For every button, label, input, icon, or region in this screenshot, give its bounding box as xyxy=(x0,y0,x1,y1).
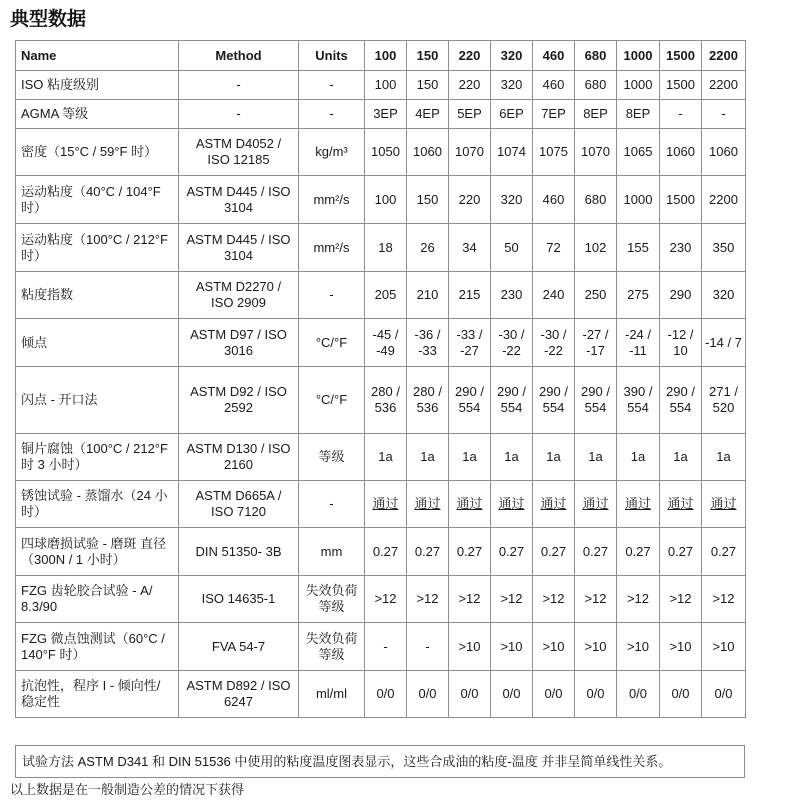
cell-property-name: 运动粘度（40°C / 104°F 时） xyxy=(16,176,179,224)
cell-property-name: AGMA 等级 xyxy=(16,100,179,129)
cell-value: -30 / -22 xyxy=(533,319,575,367)
table-header-row xyxy=(16,41,746,71)
cell-test-method: - xyxy=(179,100,299,129)
cell-value: 1a xyxy=(365,434,407,481)
cell-value: - xyxy=(407,623,449,671)
cell-units: 失效负荷等级 xyxy=(299,623,365,671)
cell-value: 1065 xyxy=(617,129,660,176)
cell-units: °C/°F xyxy=(299,367,365,434)
cell-property-name: 粘度指数 xyxy=(16,272,179,319)
cell-value: 1060 xyxy=(407,129,449,176)
cell-value: 1a xyxy=(533,434,575,481)
cell-value: 0.27 xyxy=(407,528,449,576)
cell-value: >10 xyxy=(491,623,533,671)
cell-value: >12 xyxy=(491,576,533,623)
cell-value: 1500 xyxy=(660,176,702,224)
cell-value: 26 xyxy=(407,224,449,272)
note-box xyxy=(15,745,745,778)
cell-property-name: FZG 齿轮胶合试验 - A/ 8.3/90 xyxy=(16,576,179,623)
cell-value: 1050 xyxy=(365,129,407,176)
header-grade: 150 xyxy=(407,41,449,71)
cell-value: 390 / 554 xyxy=(617,367,660,434)
cell-value: 0/0 xyxy=(702,671,746,718)
cell-value: -24 / -11 xyxy=(617,319,660,367)
cell-value: 0.27 xyxy=(365,528,407,576)
table-row xyxy=(16,224,746,272)
table-header xyxy=(16,41,746,71)
table-row xyxy=(16,434,746,481)
cell-value: 1060 xyxy=(702,129,746,176)
header-grade: 320 xyxy=(491,41,533,71)
cell-value: 102 xyxy=(575,224,617,272)
cell-value: >12 xyxy=(575,576,617,623)
cell-value: -36 / -33 xyxy=(407,319,449,367)
cell-value: -12 / 10 xyxy=(660,319,702,367)
cell-value: 220 xyxy=(449,176,491,224)
cell-value: 100 xyxy=(365,71,407,100)
cell-value: 215 xyxy=(449,272,491,319)
cell-value: 8EP xyxy=(617,100,660,129)
cell-value: 通过 xyxy=(533,481,575,528)
cell-property-name: 四球磨损试验 - 磨斑 直径（300N / 1 小时） xyxy=(16,528,179,576)
cell-value: 320 xyxy=(491,71,533,100)
cell-value: 210 xyxy=(407,272,449,319)
cell-value: 100 xyxy=(365,176,407,224)
cell-value: 290 / 554 xyxy=(660,367,702,434)
cell-test-method: ASTM D892 / ISO 6247 xyxy=(179,671,299,718)
cell-value: 50 xyxy=(491,224,533,272)
cell-units: - xyxy=(299,272,365,319)
cell-value: 2200 xyxy=(702,71,746,100)
cell-value: 280 / 536 xyxy=(407,367,449,434)
cell-value: 280 / 536 xyxy=(365,367,407,434)
cell-value: >12 xyxy=(617,576,660,623)
cell-value: 1000 xyxy=(617,176,660,224)
cell-units: 失效负荷等级 xyxy=(299,576,365,623)
cell-value: 1070 xyxy=(575,129,617,176)
table-row xyxy=(16,319,746,367)
cell-value: 3EP xyxy=(365,100,407,129)
header-grade: 680 xyxy=(575,41,617,71)
cell-value: >10 xyxy=(702,623,746,671)
cell-value: 250 xyxy=(575,272,617,319)
cell-value: 0.27 xyxy=(449,528,491,576)
header-grade: 100 xyxy=(365,41,407,71)
cell-value: 0/0 xyxy=(533,671,575,718)
cell-property-name: 锈蚀试验 - 蒸馏水（24 小时） xyxy=(16,481,179,528)
cell-value: 34 xyxy=(449,224,491,272)
cell-units: °C/°F xyxy=(299,319,365,367)
cell-value: 220 xyxy=(449,71,491,100)
cell-value: 460 xyxy=(533,71,575,100)
typical-data-table xyxy=(15,40,746,718)
table-row xyxy=(16,528,746,576)
cell-value: 0.27 xyxy=(702,528,746,576)
cell-value: - xyxy=(365,623,407,671)
table-row xyxy=(16,481,746,528)
cell-value: -45 / -49 xyxy=(365,319,407,367)
cell-value: 通过 xyxy=(449,481,491,528)
cell-value: 7EP xyxy=(533,100,575,129)
table-row xyxy=(16,367,746,434)
cell-value: 0/0 xyxy=(449,671,491,718)
cell-value: 205 xyxy=(365,272,407,319)
table-row xyxy=(16,576,746,623)
footer-note: 以上数据是在一般制造公差的情况下获得 xyxy=(10,782,245,797)
cell-value: 290 / 554 xyxy=(533,367,575,434)
cell-value: 1000 xyxy=(617,71,660,100)
cell-property-name: 倾点 xyxy=(16,319,179,367)
table-row xyxy=(16,176,746,224)
cell-value: - xyxy=(702,100,746,129)
cell-value: 0.27 xyxy=(575,528,617,576)
header-grade: 1000 xyxy=(617,41,660,71)
cell-test-method: FVA 54-7 xyxy=(179,623,299,671)
cell-value: 275 xyxy=(617,272,660,319)
cell-value: 0/0 xyxy=(660,671,702,718)
cell-value: 320 xyxy=(491,176,533,224)
cell-value: >10 xyxy=(533,623,575,671)
header-grade: 460 xyxy=(533,41,575,71)
cell-value: 155 xyxy=(617,224,660,272)
cell-value: 680 xyxy=(575,71,617,100)
cell-test-method: ASTM D130 / ISO 2160 xyxy=(179,434,299,481)
cell-value: >10 xyxy=(449,623,491,671)
cell-value: 通过 xyxy=(702,481,746,528)
header-method: Method xyxy=(179,41,299,71)
cell-units: 等级 xyxy=(299,434,365,481)
cell-value: 290 / 554 xyxy=(575,367,617,434)
cell-value: 1070 xyxy=(449,129,491,176)
cell-property-name: 运动粘度（100°C / 212°F 时） xyxy=(16,224,179,272)
cell-value: 0.27 xyxy=(533,528,575,576)
cell-value: 320 xyxy=(702,272,746,319)
cell-value: -27 / -17 xyxy=(575,319,617,367)
cell-value: 0/0 xyxy=(575,671,617,718)
cell-units: - xyxy=(299,100,365,129)
cell-value: 4EP xyxy=(407,100,449,129)
cell-value: >10 xyxy=(617,623,660,671)
cell-units: mm xyxy=(299,528,365,576)
cell-value: -33 / -27 xyxy=(449,319,491,367)
cell-test-method: ASTM D92 / ISO 2592 xyxy=(179,367,299,434)
cell-value: 5EP xyxy=(449,100,491,129)
cell-value: 290 / 554 xyxy=(449,367,491,434)
cell-value: 1074 xyxy=(491,129,533,176)
header-grade: 2200 xyxy=(702,41,746,71)
cell-value: 230 xyxy=(491,272,533,319)
table-row xyxy=(16,100,746,129)
cell-units: - xyxy=(299,71,365,100)
cell-value: 1a xyxy=(491,434,533,481)
header-grade: 220 xyxy=(449,41,491,71)
cell-value: 18 xyxy=(365,224,407,272)
table-row xyxy=(16,129,746,176)
cell-value: >12 xyxy=(365,576,407,623)
cell-value: 通过 xyxy=(660,481,702,528)
cell-test-method: ASTM D665A / ISO 7120 xyxy=(179,481,299,528)
cell-value: 1075 xyxy=(533,129,575,176)
header-name: Name xyxy=(16,41,179,71)
cell-property-name: 密度（15°C / 59°F 时） xyxy=(16,129,179,176)
cell-value: 350 xyxy=(702,224,746,272)
cell-value: 1060 xyxy=(660,129,702,176)
page-title: 典型数据 xyxy=(10,9,87,30)
cell-value: 通过 xyxy=(491,481,533,528)
cell-value: 0.27 xyxy=(660,528,702,576)
table-row xyxy=(16,71,746,100)
cell-value: 460 xyxy=(533,176,575,224)
cell-property-name: 铜片腐蚀（100°C / 212°F 时 3 小时） xyxy=(16,434,179,481)
cell-test-method: ASTM D4052 / ISO 12185 xyxy=(179,129,299,176)
cell-test-method: ASTM D2270 / ISO 2909 xyxy=(179,272,299,319)
cell-value: 0.27 xyxy=(617,528,660,576)
cell-property-name: ISO 粘度级别 xyxy=(16,71,179,100)
cell-value: >12 xyxy=(702,576,746,623)
table-row xyxy=(16,623,746,671)
cell-value: >12 xyxy=(407,576,449,623)
cell-value: 1a xyxy=(449,434,491,481)
cell-value: 0/0 xyxy=(365,671,407,718)
cell-value: 0/0 xyxy=(491,671,533,718)
header-grade: 1500 xyxy=(660,41,702,71)
cell-value: 2200 xyxy=(702,176,746,224)
table-row xyxy=(16,671,746,718)
cell-units: ml/ml xyxy=(299,671,365,718)
cell-value: 1a xyxy=(660,434,702,481)
cell-value: >10 xyxy=(660,623,702,671)
cell-units: - xyxy=(299,481,365,528)
cell-value: 0/0 xyxy=(617,671,660,718)
cell-property-name: 抗泡性，程序 I - 倾向性/ 稳定性 xyxy=(16,671,179,718)
cell-value: 290 / 554 xyxy=(491,367,533,434)
cell-property-name: 闪点 - 开口法 xyxy=(16,367,179,434)
cell-test-method: ISO 14635-1 xyxy=(179,576,299,623)
cell-test-method: ASTM D445 / ISO 3104 xyxy=(179,224,299,272)
cell-units: kg/m³ xyxy=(299,129,365,176)
cell-value: 通过 xyxy=(575,481,617,528)
cell-property-name: FZG 微点蚀测试（60°C / 140°F 时） xyxy=(16,623,179,671)
cell-test-method: ASTM D445 / ISO 3104 xyxy=(179,176,299,224)
cell-value: 680 xyxy=(575,176,617,224)
cell-value: 6EP xyxy=(491,100,533,129)
cell-value: 230 xyxy=(660,224,702,272)
cell-value: >10 xyxy=(575,623,617,671)
cell-value: 通过 xyxy=(617,481,660,528)
table-body xyxy=(16,71,746,718)
cell-value: >12 xyxy=(449,576,491,623)
cell-value: 1a xyxy=(407,434,449,481)
table-row xyxy=(16,272,746,319)
cell-value: 1500 xyxy=(660,71,702,100)
cell-value: 240 xyxy=(533,272,575,319)
cell-value: 290 xyxy=(660,272,702,319)
cell-value: 1a xyxy=(575,434,617,481)
cell-value: 1a xyxy=(617,434,660,481)
cell-test-method: ASTM D97 / ISO 3016 xyxy=(179,319,299,367)
cell-test-method: DIN 51350- 3B xyxy=(179,528,299,576)
cell-value: >12 xyxy=(533,576,575,623)
cell-value: 通过 xyxy=(365,481,407,528)
cell-value: -14 / 7 xyxy=(702,319,746,367)
cell-value: 150 xyxy=(407,176,449,224)
cell-value: 271 / 520 xyxy=(702,367,746,434)
cell-value: 150 xyxy=(407,71,449,100)
cell-value: 0.27 xyxy=(491,528,533,576)
cell-test-method: - xyxy=(179,71,299,100)
cell-units: mm²/s xyxy=(299,176,365,224)
cell-value: 通过 xyxy=(407,481,449,528)
cell-value: -30 / -22 xyxy=(491,319,533,367)
header-units: Units xyxy=(299,41,365,71)
cell-value: 0/0 xyxy=(407,671,449,718)
cell-value: >12 xyxy=(660,576,702,623)
cell-value: - xyxy=(660,100,702,129)
cell-value: 72 xyxy=(533,224,575,272)
cell-value: 8EP xyxy=(575,100,617,129)
cell-value: 1a xyxy=(702,434,746,481)
note-text: 试验方法 ASTM D341 和 DIN 51536 中使用的粘度温度图表显示，这些合成油的粘度-温度 并非呈简单线性关系。 xyxy=(22,754,672,769)
cell-units: mm²/s xyxy=(299,224,365,272)
